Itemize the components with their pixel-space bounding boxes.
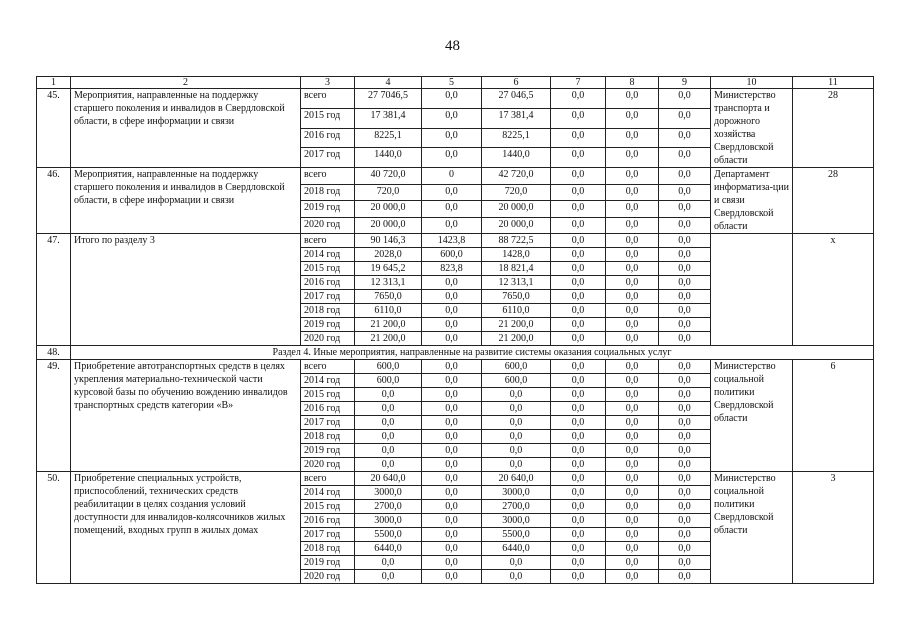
amount-cell: 0: [422, 168, 482, 185]
column-number-cell: 8: [606, 77, 659, 89]
amount-cell: 0,0: [659, 458, 711, 472]
responsible-executor: [711, 234, 793, 346]
period-label: 2017 год: [301, 148, 355, 168]
column-number-cell: 4: [355, 77, 422, 89]
period-label: 2018 год: [301, 304, 355, 318]
row-number: 50.: [37, 472, 71, 584]
amount-cell: 0,0: [659, 217, 711, 234]
amount-cell: 0,0: [551, 89, 606, 109]
amount-cell: 0,0: [606, 444, 659, 458]
amount-cell: 0,0: [659, 500, 711, 514]
amount-cell: 0,0: [551, 500, 606, 514]
amount-cell: 3000,0: [482, 514, 551, 528]
amount-cell: 27 046,5: [482, 89, 551, 109]
amount-cell: 0,0: [606, 388, 659, 402]
amount-cell: 0,0: [355, 430, 422, 444]
amount-cell: 0,0: [422, 486, 482, 500]
amount-cell: 600,0: [422, 248, 482, 262]
amount-cell: 0,0: [482, 416, 551, 430]
amount-cell: 0,0: [606, 304, 659, 318]
amount-cell: 0,0: [659, 148, 711, 168]
responsible-executor: Департамент информатиза-ции и связи Свердловской области: [711, 168, 793, 234]
period-label: 2014 год: [301, 248, 355, 262]
amount-cell: 0,0: [422, 542, 482, 556]
amount-cell: 0,0: [659, 416, 711, 430]
period-label: 2015 год: [301, 108, 355, 128]
amount-cell: 6440,0: [482, 542, 551, 556]
amount-cell: 0,0: [606, 374, 659, 388]
amount-cell: 0,0: [606, 148, 659, 168]
amount-cell: 0,0: [551, 570, 606, 584]
target-indicator-ref: 3: [793, 472, 874, 584]
table-row: [37, 168, 874, 185]
amount-cell: 0,0: [659, 318, 711, 332]
amount-cell: 0,0: [422, 108, 482, 128]
row-number: 47.: [37, 234, 71, 346]
amount-cell: 0,0: [482, 430, 551, 444]
amount-cell: 0,0: [482, 444, 551, 458]
amount-cell: 0,0: [551, 402, 606, 416]
column-number-cell: 5: [422, 77, 482, 89]
amount-cell: 17 381,4: [482, 108, 551, 128]
amount-cell: 0,0: [659, 570, 711, 584]
amount-cell: 0,0: [551, 332, 606, 346]
amount-cell: 20 000,0: [355, 217, 422, 234]
amount-cell: 0,0: [482, 388, 551, 402]
amount-cell: 0,0: [606, 570, 659, 584]
amount-cell: 0,0: [606, 556, 659, 570]
amount-cell: 0,0: [659, 168, 711, 185]
amount-cell: 0,0: [422, 416, 482, 430]
amount-cell: 0,0: [551, 374, 606, 388]
amount-cell: 20 000,0: [482, 217, 551, 234]
period-label: 2019 год: [301, 201, 355, 218]
amount-cell: 0,0: [422, 148, 482, 168]
period-label: 2015 год: [301, 500, 355, 514]
period-label: 2019 год: [301, 318, 355, 332]
amount-cell: 0,0: [659, 108, 711, 128]
column-number-cell: 9: [659, 77, 711, 89]
amount-cell: 0,0: [659, 89, 711, 109]
row-number: 48.: [37, 346, 71, 360]
amount-cell: 88 722,5: [482, 234, 551, 248]
amount-cell: 0,0: [422, 217, 482, 234]
amount-cell: 0,0: [355, 556, 422, 570]
amount-cell: 0,0: [422, 89, 482, 109]
amount-cell: 0,0: [551, 248, 606, 262]
amount-cell: 20 000,0: [355, 201, 422, 218]
amount-cell: 600,0: [355, 374, 422, 388]
row-number: 46.: [37, 168, 71, 234]
amount-cell: 0,0: [422, 472, 482, 486]
program-table: [36, 76, 874, 584]
amount-cell: 0,0: [659, 128, 711, 148]
period-label: всего: [301, 234, 355, 248]
amount-cell: 1440,0: [355, 148, 422, 168]
amount-cell: 0,0: [355, 402, 422, 416]
amount-cell: 0,0: [551, 168, 606, 185]
amount-cell: 0,0: [422, 374, 482, 388]
amount-cell: 0,0: [422, 570, 482, 584]
measure-description: Мероприятия, направленные на поддержку старшего поколения и инвалидов в Свердловской области, в сфере информации и связи: [71, 168, 301, 234]
amount-cell: 0,0: [659, 262, 711, 276]
measure-description: Итого по разделу 3: [71, 234, 301, 346]
amount-cell: 0,0: [551, 148, 606, 168]
section-title: Раздел 4. Иные мероприятия, направленные на развитие системы оказания социальных услуг: [71, 346, 874, 360]
amount-cell: 0,0: [551, 318, 606, 332]
column-number-cell: 6: [482, 77, 551, 89]
amount-cell: 0,0: [606, 201, 659, 218]
period-label: всего: [301, 89, 355, 109]
table-row: [37, 89, 874, 109]
amount-cell: 0,0: [551, 528, 606, 542]
amount-cell: 0,0: [422, 128, 482, 148]
period-label: 2015 год: [301, 388, 355, 402]
amount-cell: 0,0: [355, 570, 422, 584]
row-number: 45.: [37, 89, 71, 168]
table-row: [37, 360, 874, 374]
amount-cell: 0,0: [422, 528, 482, 542]
amount-cell: 0,0: [659, 184, 711, 201]
amount-cell: 0,0: [606, 108, 659, 128]
amount-cell: 0,0: [659, 360, 711, 374]
amount-cell: 21 200,0: [482, 332, 551, 346]
amount-cell: 19 645,2: [355, 262, 422, 276]
column-number-cell: 2: [71, 77, 301, 89]
period-label: всего: [301, 360, 355, 374]
amount-cell: 5500,0: [355, 528, 422, 542]
amount-cell: 0,0: [422, 318, 482, 332]
amount-cell: 2700,0: [482, 500, 551, 514]
amount-cell: 0,0: [659, 472, 711, 486]
amount-cell: 0,0: [659, 556, 711, 570]
amount-cell: 0,0: [606, 472, 659, 486]
amount-cell: 2700,0: [355, 500, 422, 514]
amount-cell: 27 7046,5: [355, 89, 422, 109]
amount-cell: 0,0: [551, 416, 606, 430]
amount-cell: 0,0: [422, 276, 482, 290]
amount-cell: 0,0: [659, 248, 711, 262]
period-label: всего: [301, 168, 355, 185]
amount-cell: 0,0: [551, 262, 606, 276]
period-label: всего: [301, 472, 355, 486]
amount-cell: 0,0: [659, 388, 711, 402]
amount-cell: 0,0: [551, 458, 606, 472]
period-label: 2014 год: [301, 486, 355, 500]
amount-cell: 0,0: [606, 262, 659, 276]
period-label: 2017 год: [301, 416, 355, 430]
amount-cell: 0,0: [659, 276, 711, 290]
amount-cell: 0,0: [422, 556, 482, 570]
amount-cell: 2028,0: [355, 248, 422, 262]
amount-cell: 0,0: [551, 128, 606, 148]
amount-cell: 0,0: [606, 318, 659, 332]
amount-cell: 600,0: [482, 374, 551, 388]
period-label: 2014 год: [301, 374, 355, 388]
amount-cell: 20 640,0: [355, 472, 422, 486]
column-number-cell: 1: [37, 77, 71, 89]
amount-cell: 0,0: [551, 290, 606, 304]
amount-cell: 1428,0: [482, 248, 551, 262]
amount-cell: 0,0: [659, 430, 711, 444]
amount-cell: 0,0: [606, 276, 659, 290]
amount-cell: 3000,0: [482, 486, 551, 500]
amount-cell: 0,0: [606, 234, 659, 248]
amount-cell: 20 000,0: [482, 201, 551, 218]
amount-cell: 0,0: [482, 556, 551, 570]
amount-cell: 0,0: [606, 402, 659, 416]
table-body: [37, 77, 874, 584]
amount-cell: 0,0: [606, 430, 659, 444]
amount-cell: 6440,0: [355, 542, 422, 556]
amount-cell: 0,0: [551, 444, 606, 458]
amount-cell: 720,0: [355, 184, 422, 201]
period-label: 2016 год: [301, 514, 355, 528]
amount-cell: 0,0: [551, 304, 606, 318]
amount-cell: 0,0: [659, 234, 711, 248]
amount-cell: 21 200,0: [355, 332, 422, 346]
amount-cell: 0,0: [551, 556, 606, 570]
amount-cell: 600,0: [355, 360, 422, 374]
amount-cell: 0,0: [659, 514, 711, 528]
amount-cell: 0,0: [422, 332, 482, 346]
amount-cell: 0,0: [422, 388, 482, 402]
period-label: 2017 год: [301, 290, 355, 304]
amount-cell: 40 720,0: [355, 168, 422, 185]
amount-cell: 0,0: [606, 290, 659, 304]
amount-cell: 0,0: [551, 234, 606, 248]
period-label: 2018 год: [301, 430, 355, 444]
amount-cell: 3000,0: [355, 486, 422, 500]
amount-cell: 42 720,0: [482, 168, 551, 185]
amount-cell: 0,0: [606, 217, 659, 234]
amount-cell: 0,0: [355, 444, 422, 458]
amount-cell: 0,0: [422, 304, 482, 318]
amount-cell: 20 640,0: [482, 472, 551, 486]
row-number: 49.: [37, 360, 71, 472]
amount-cell: 0,0: [482, 402, 551, 416]
period-label: 2019 год: [301, 556, 355, 570]
amount-cell: 21 200,0: [355, 318, 422, 332]
period-label: 2020 год: [301, 217, 355, 234]
section-row: [37, 346, 874, 360]
amount-cell: 0,0: [659, 201, 711, 218]
amount-cell: 3000,0: [355, 514, 422, 528]
period-label: 2016 год: [301, 276, 355, 290]
amount-cell: 0,0: [551, 276, 606, 290]
period-label: 2015 год: [301, 262, 355, 276]
page-number: 48: [445, 38, 460, 54]
amount-cell: 0,0: [422, 201, 482, 218]
amount-cell: 1440,0: [482, 148, 551, 168]
amount-cell: 12 313,1: [482, 276, 551, 290]
target-indicator-ref: 28: [793, 168, 874, 234]
amount-cell: 0,0: [606, 528, 659, 542]
amount-cell: 0,0: [606, 332, 659, 346]
amount-cell: 6110,0: [355, 304, 422, 318]
column-number-cell: 11: [793, 77, 874, 89]
amount-cell: 0,0: [422, 514, 482, 528]
amount-cell: 0,0: [606, 168, 659, 185]
table-row: [37, 234, 874, 248]
amount-cell: 0,0: [606, 542, 659, 556]
target-indicator-ref: х: [793, 234, 874, 346]
responsible-executor: Министерство транспорта и дорожного хозяйства Свердловской области: [711, 89, 793, 168]
amount-cell: 0,0: [551, 430, 606, 444]
amount-cell: 1423,8: [422, 234, 482, 248]
period-label: 2016 год: [301, 402, 355, 416]
amount-cell: 0,0: [606, 514, 659, 528]
amount-cell: 0,0: [606, 486, 659, 500]
responsible-executor: Министерство социальной политики Свердловской области: [711, 360, 793, 472]
amount-cell: 0,0: [422, 290, 482, 304]
measure-description: Приобретение автотранспортных средств в целях укрепления материально-технической части курсовой базы по обучению вождению инвалидов транспортных средств категории «В»: [71, 360, 301, 472]
amount-cell: 0,0: [606, 500, 659, 514]
amount-cell: 823,8: [422, 262, 482, 276]
amount-cell: 0,0: [606, 89, 659, 109]
measure-description: Мероприятия, направленные на поддержку старшего поколения и инвалидов в Свердловской области, в сфере информации и связи: [71, 89, 301, 168]
amount-cell: 720,0: [482, 184, 551, 201]
period-label: 2018 год: [301, 542, 355, 556]
period-label: 2016 год: [301, 128, 355, 148]
period-label: 2018 год: [301, 184, 355, 201]
amount-cell: 0,0: [606, 360, 659, 374]
column-number-cell: 10: [711, 77, 793, 89]
amount-cell: 90 146,3: [355, 234, 422, 248]
amount-cell: 5500,0: [482, 528, 551, 542]
amount-cell: 0,0: [606, 128, 659, 148]
amount-cell: 0,0: [551, 360, 606, 374]
amount-cell: 0,0: [659, 542, 711, 556]
amount-cell: 0,0: [355, 416, 422, 430]
amount-cell: 7650,0: [355, 290, 422, 304]
amount-cell: 6110,0: [482, 304, 551, 318]
period-label: 2020 год: [301, 570, 355, 584]
amount-cell: 0,0: [551, 201, 606, 218]
amount-cell: 0,0: [659, 528, 711, 542]
amount-cell: 18 821,4: [482, 262, 551, 276]
target-indicator-ref: 6: [793, 360, 874, 472]
amount-cell: 600,0: [482, 360, 551, 374]
amount-cell: 12 313,1: [355, 276, 422, 290]
amount-cell: 0,0: [659, 332, 711, 346]
amount-cell: 0,0: [659, 402, 711, 416]
amount-cell: 0,0: [606, 184, 659, 201]
amount-cell: 0,0: [551, 388, 606, 402]
amount-cell: 0,0: [422, 500, 482, 514]
amount-cell: 0,0: [482, 570, 551, 584]
period-label: 2019 год: [301, 444, 355, 458]
amount-cell: 0,0: [606, 458, 659, 472]
period-label: 2020 год: [301, 458, 355, 472]
amount-cell: 0,0: [659, 444, 711, 458]
amount-cell: 0,0: [422, 184, 482, 201]
amount-cell: 0,0: [551, 514, 606, 528]
amount-cell: 8225,1: [482, 128, 551, 148]
amount-cell: 0,0: [606, 416, 659, 430]
amount-cell: 0,0: [659, 486, 711, 500]
amount-cell: 0,0: [482, 458, 551, 472]
table-row: [37, 472, 874, 486]
amount-cell: 0,0: [551, 542, 606, 556]
amount-cell: 8225,1: [355, 128, 422, 148]
period-label: 2020 год: [301, 332, 355, 346]
amount-cell: 0,0: [422, 402, 482, 416]
amount-cell: 0,0: [422, 458, 482, 472]
amount-cell: 17 381,4: [355, 108, 422, 128]
column-number-row: [37, 77, 874, 89]
amount-cell: 0,0: [659, 374, 711, 388]
measure-description: Приобретение специальных устройств, приспособлений, технических средств реабилитации в целях создания условий доступности для инвалидов-колясочников жилых помещений, входных групп в жилых домах: [71, 472, 301, 584]
column-number-cell: 7: [551, 77, 606, 89]
amount-cell: 21 200,0: [482, 318, 551, 332]
responsible-executor: Министерство социальной политики Свердловской области: [711, 472, 793, 584]
amount-cell: 0,0: [551, 486, 606, 500]
amount-cell: 0,0: [659, 304, 711, 318]
column-number-cell: 3: [301, 77, 355, 89]
amount-cell: 0,0: [551, 184, 606, 201]
period-label: 2017 год: [301, 528, 355, 542]
amount-cell: 0,0: [422, 444, 482, 458]
amount-cell: 7650,0: [482, 290, 551, 304]
amount-cell: 0,0: [551, 217, 606, 234]
target-indicator-ref: 28: [793, 89, 874, 168]
amount-cell: 0,0: [659, 290, 711, 304]
amount-cell: 0,0: [422, 430, 482, 444]
amount-cell: 0,0: [551, 108, 606, 128]
amount-cell: 0,0: [355, 388, 422, 402]
amount-cell: 0,0: [422, 360, 482, 374]
amount-cell: 0,0: [551, 472, 606, 486]
amount-cell: 0,0: [606, 248, 659, 262]
amount-cell: 0,0: [355, 458, 422, 472]
